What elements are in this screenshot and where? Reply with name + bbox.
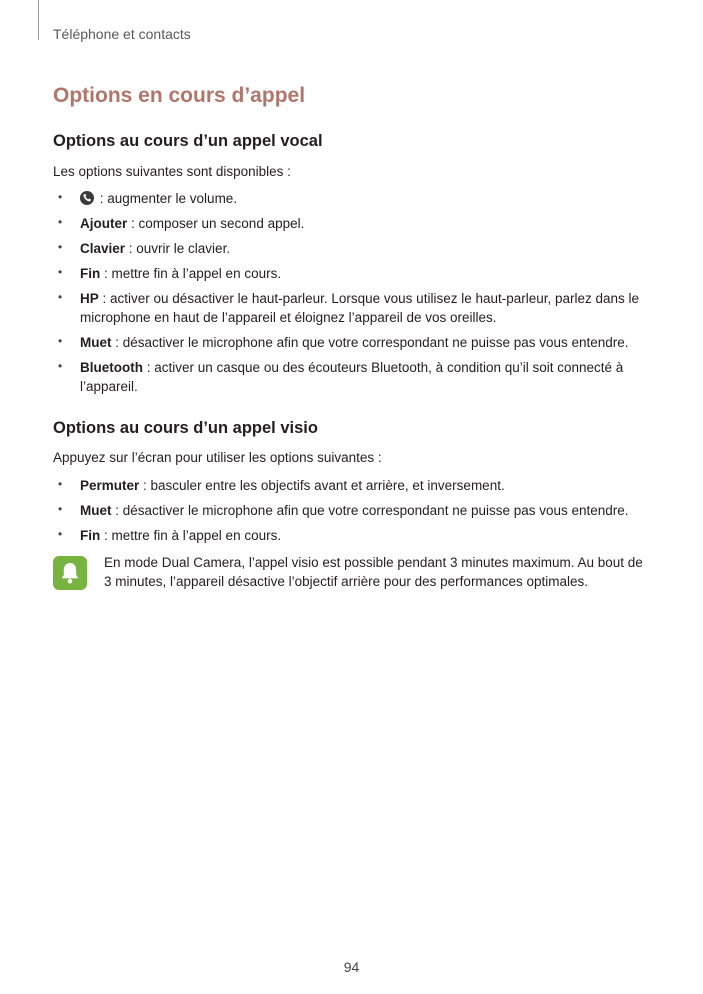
- list-item: • Fin : mettre fin à l’appel en cours.: [58, 265, 282, 281]
- list-item: • HP : activer ou désactiver le haut-parleur. Lorsque vous utilisez le haut-parleur, parlez dans le microphone en haut de l’appareil et éloignez l’appareil de vos oreilles.: [58, 290, 640, 325]
- list-item: • Permuter : basculer entre les objectifs avant et arrière, et inversement.: [58, 477, 505, 493]
- voice-options-list: [53, 189, 643, 402]
- volume-phone-icon: [80, 191, 94, 205]
- video-heading: Options au cours d’un appel visio: [53, 419, 318, 437]
- list-item: • Muet : désactiver le microphone afin que votre correspondant ne puisse pas vous entendre.: [58, 334, 629, 350]
- header-rule: [38, 0, 39, 40]
- note-text: En mode Dual Camera, l’appel visio est possible pendant 3 minutes maximum. Au bout de 3 minutes, l’appareil désactive l’objectif arrière pour des performances optimales.: [104, 555, 643, 589]
- list-item: • Bluetooth : activer un casque ou des écouteurs Bluetooth, à condition qu’il soit connecté à l’appareil.: [58, 359, 624, 394]
- section-title: Options en cours d’appel: [53, 84, 306, 107]
- list-item: • Clavier : ouvrir le clavier.: [58, 240, 231, 256]
- bell-icon: [53, 556, 87, 590]
- list-item: • Fin : mettre fin à l’appel en cours.: [58, 527, 282, 543]
- voice-heading: Options au cours d’un appel vocal: [53, 132, 323, 150]
- list-item: • Ajouter : composer un second appel.: [58, 215, 305, 231]
- list-item: • : augmenter le volume.: [58, 190, 238, 206]
- header-title: Téléphone et contacts: [53, 26, 191, 42]
- page-number: 94: [343, 959, 360, 975]
- voice-intro: Les options suivantes sont disponibles :: [53, 164, 291, 179]
- list-item: • Muet : désactiver le microphone afin que votre correspondant ne puisse pas vous entendre.: [58, 502, 629, 518]
- video-intro: Appuyez sur l’écran pour utiliser les options suivantes :: [53, 450, 382, 465]
- video-options-list: [53, 476, 643, 551]
